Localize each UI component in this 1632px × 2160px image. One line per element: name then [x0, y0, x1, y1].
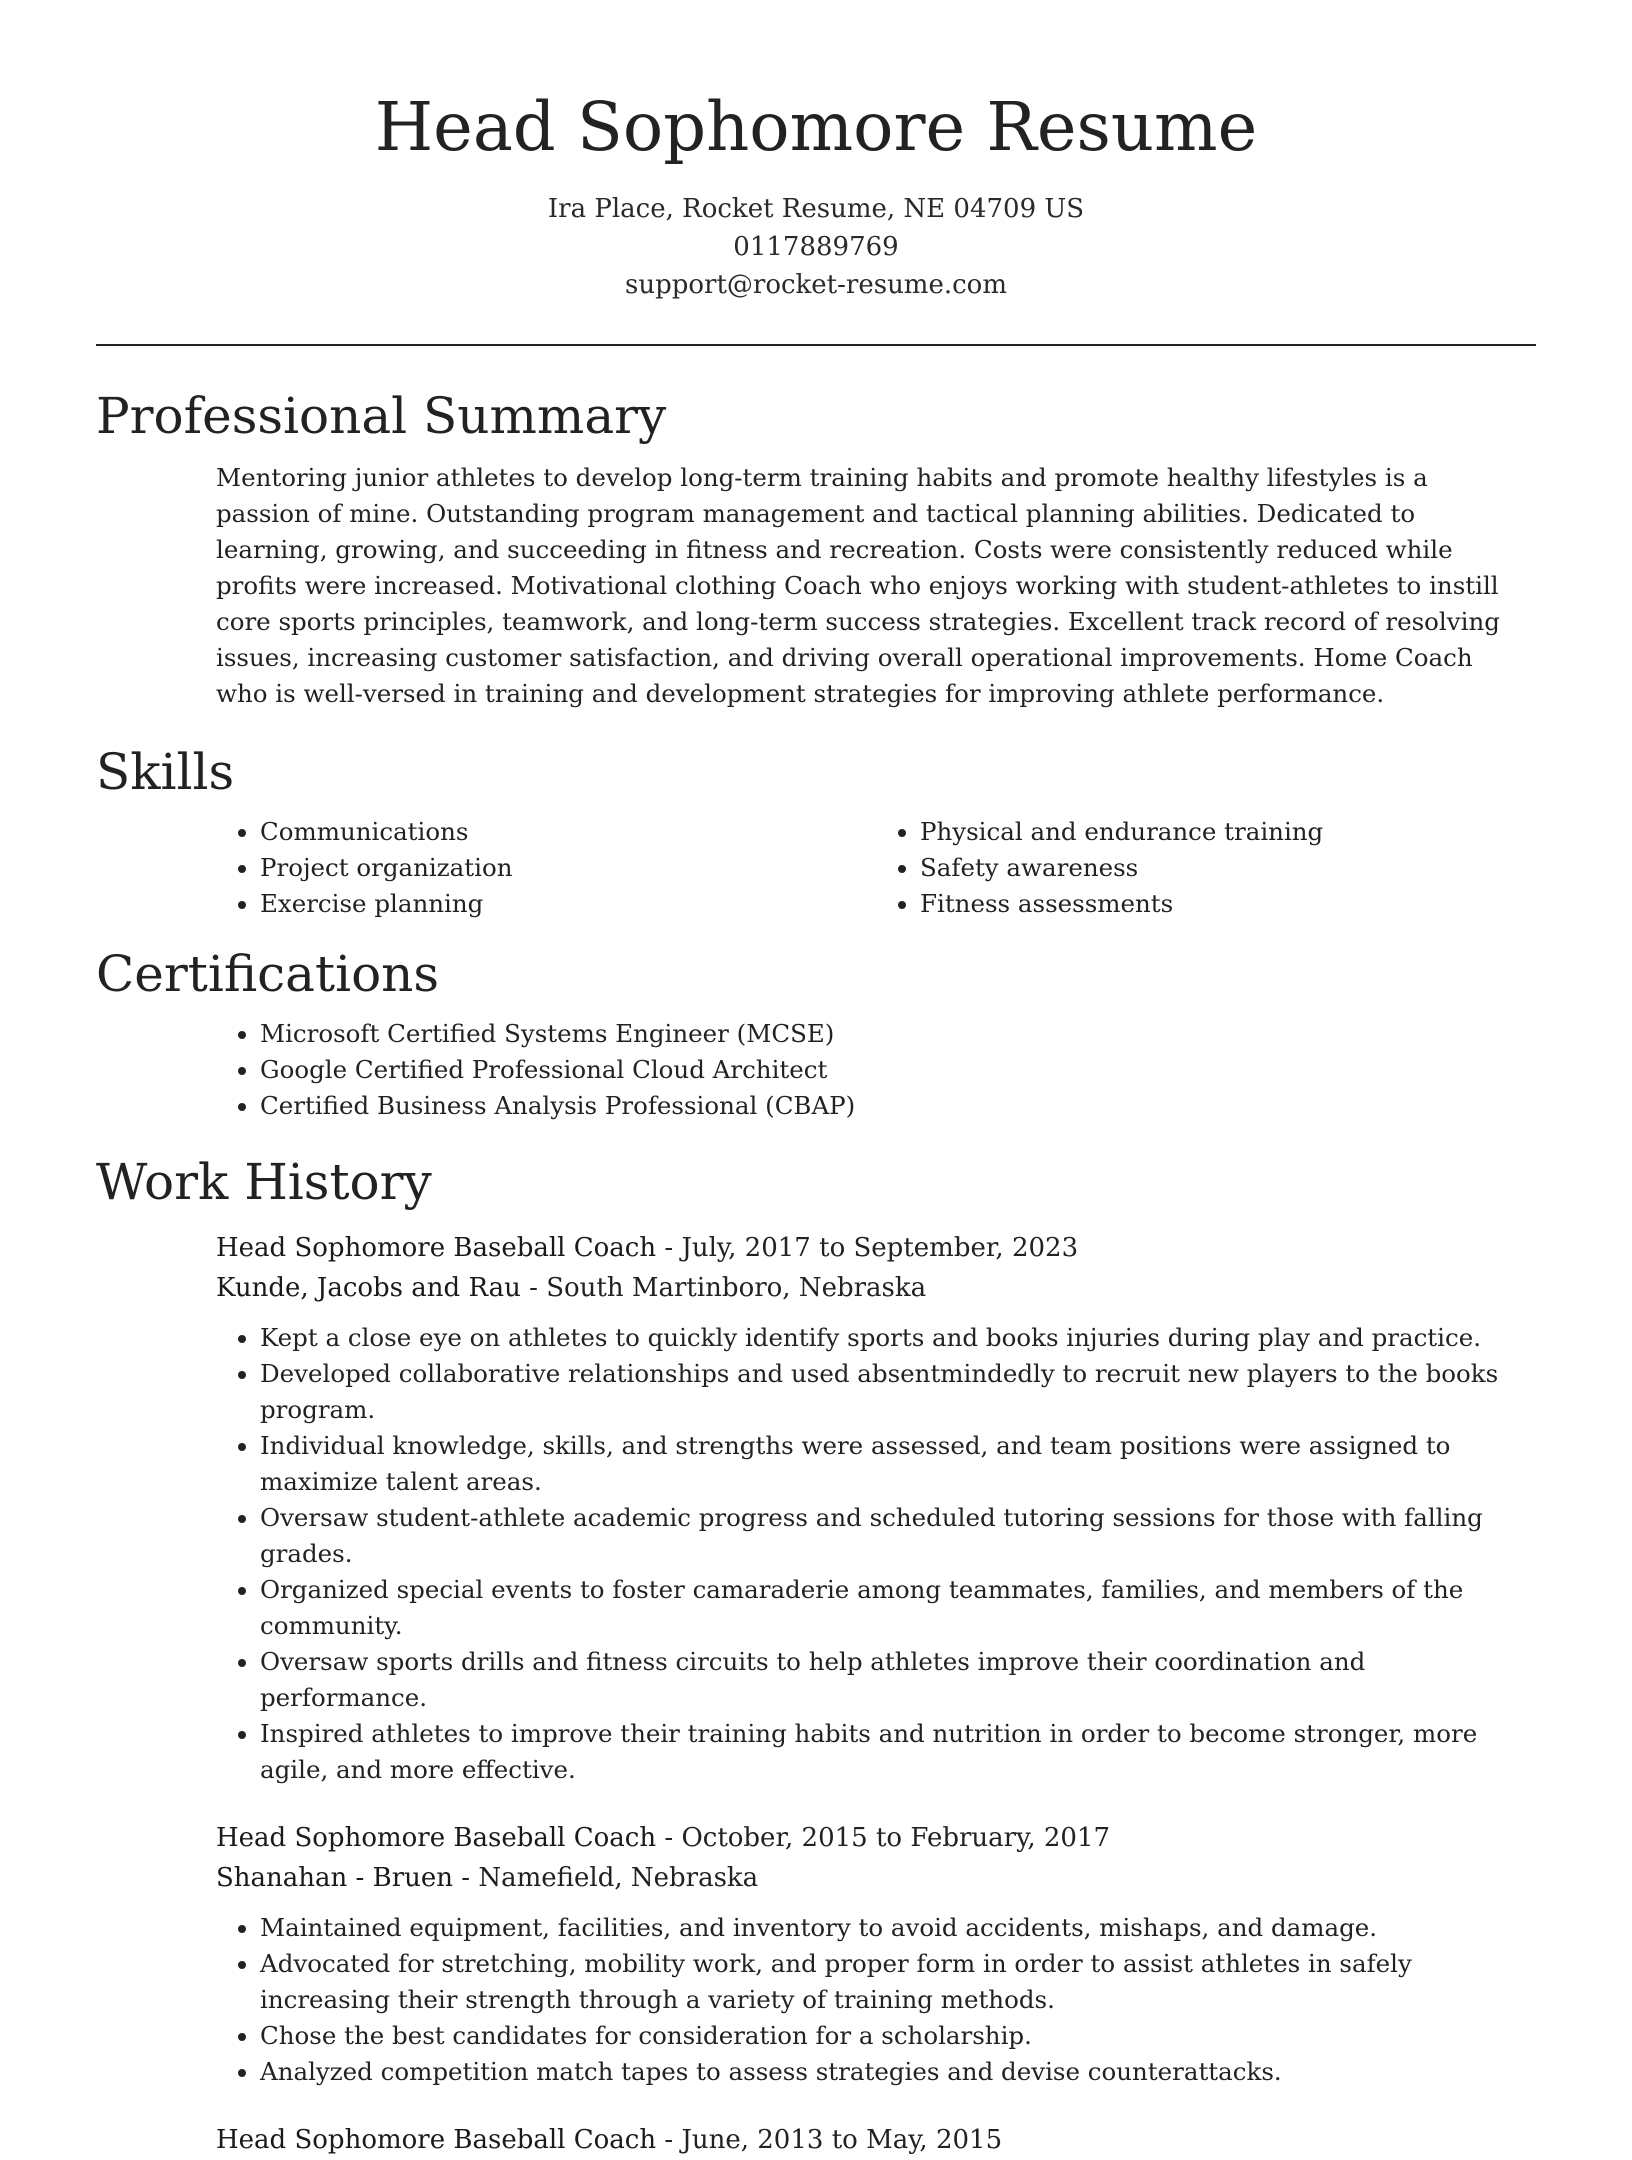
job-duties-list [216, 1320, 1536, 1788]
job-title-line [216, 2120, 1536, 2160]
job-duty: • Oversaw student-athlete academic progress and scheduled tutoring sessions for those with falling grades. [260, 1500, 1536, 1572]
job-separator: - [664, 2125, 682, 2155]
job-entry [216, 1228, 1536, 1788]
skill-item: • Fitness assessments [920, 886, 1536, 922]
job-duty: • Analyzed competition match tapes to assess strategies and devise counterattacks. [260, 2054, 1536, 2090]
certifications-list [216, 1016, 1536, 1124]
certification-item: • Microsoft Certified Systems Engineer (MCSE) [260, 1016, 1536, 1052]
summary-text: Mentoring junior athletes to develop long-term training habits and promote healthy lifestyles is a passion of mine. Outstanding program management and tactical planning abilities. Dedicated to learning, growing, and succeeding in fitness and recreation. Costs were consistently reduced while profits were increased. Motivational clothing Coach who enjoys working with student-athletes to instill core sports principles, teamwork, and long-term success strategies. Excellent track record of resolving issues, increasing customer satisfaction, and driving overall operational improvements. Home Coach who is well-versed in training and development strategies for improving athlete performance. [216, 463, 1500, 708]
job-company: Shanahan - Bruen [216, 1863, 454, 1893]
skills-columns [216, 814, 1536, 922]
skill-item: • Communications [260, 814, 876, 850]
job-separator: - [664, 1233, 682, 1263]
contact-email: support@rocket-resume.com [624, 270, 1007, 300]
job-duty: • Individual knowledge, skills, and strengths were assessed, and team positions were assigned to maximize talent areas. [260, 1428, 1536, 1500]
job-duty: • Developed collaborative relationships and used absentmindedly to recruit new players to the books program. [260, 1356, 1536, 1428]
job-title-line [216, 1818, 1536, 1858]
job-location: Namefield, Nebraska [478, 1863, 759, 1893]
skill-item: • Project organization [260, 850, 876, 886]
job-separator: - [529, 1273, 547, 1303]
skill-item: • Exercise planning [260, 886, 876, 922]
job-duty: • Kept a close eye on athletes to quickly identify sports and books injuries during play and practice. [260, 1320, 1536, 1356]
skills-heading: Skills [96, 743, 235, 801]
job-company-line [216, 1268, 1536, 1308]
job-title: Head Sophomore Baseball Coach [216, 1233, 657, 1263]
job-entry [216, 1818, 1536, 2090]
certification-item: • Google Certified Professional Cloud Architect [260, 1052, 1536, 1088]
summary-heading: Professional Summary [96, 387, 667, 445]
contact-address: Ira Place, Rocket Resume, NE 04709 US [547, 194, 1085, 224]
job-company-line [216, 1858, 1536, 1898]
job-duty: • Inspired athletes to improve their training habits and nutrition in order to become stronger, more agile, and more effective. [260, 1716, 1536, 1788]
job-location: South Martinboro, Nebraska [546, 1273, 927, 1303]
job-dates: July, 2017 to September, 2023 [681, 1233, 1079, 1263]
job-separator: - [664, 1823, 682, 1853]
job-title: Head Sophomore Baseball Coach [216, 1823, 657, 1853]
job-duty: • Organized special events to foster camaraderie among teammates, families, and members of the community. [260, 1572, 1536, 1644]
resume-name: Head Sophomore Resume [374, 88, 1258, 166]
job-duty: • Maintained equipment, facilities, and inventory to avoid accidents, mishaps, and damage. [260, 1910, 1536, 1946]
skills-list-right [876, 814, 1536, 922]
job-title: Head Sophomore Baseball Coach [216, 2125, 657, 2155]
skill-item: • Safety awareness [920, 850, 1536, 886]
job-duty: • Chose the best candidates for consideration for a scholarship. [260, 2018, 1536, 2054]
job-dates: October, 2015 to February, 2017 [681, 1823, 1111, 1853]
skills-list-left [216, 814, 876, 922]
job-duty: • Oversaw sports drills and fitness circuits to help athletes improve their coordination and performance. [260, 1644, 1536, 1716]
header-divider [96, 344, 1536, 346]
job-entry [216, 2120, 1536, 2160]
job-duties-list [216, 1910, 1536, 2090]
job-title-line [216, 1228, 1536, 1268]
work-history-heading: Work History [96, 1153, 432, 1211]
skill-item: • Physical and endurance training [920, 814, 1536, 850]
job-duty: • Advocated for stretching, mobility work, and proper form in order to assist athletes in safely increasing their strength through a variety of training methods. [260, 1946, 1536, 2018]
contact-phone: 0117889769 [733, 232, 899, 262]
job-company: Kunde, Jacobs and Rau [216, 1273, 521, 1303]
job-dates: June, 2013 to May, 2015 [681, 2125, 1003, 2155]
job-separator: - [461, 1863, 479, 1893]
certifications-heading: Certifications [96, 945, 440, 1003]
resume-page [96, 0, 1536, 2160]
resume-header [96, 82, 1536, 304]
certification-item: • Certified Business Analysis Professional (CBAP) [260, 1088, 1536, 1124]
